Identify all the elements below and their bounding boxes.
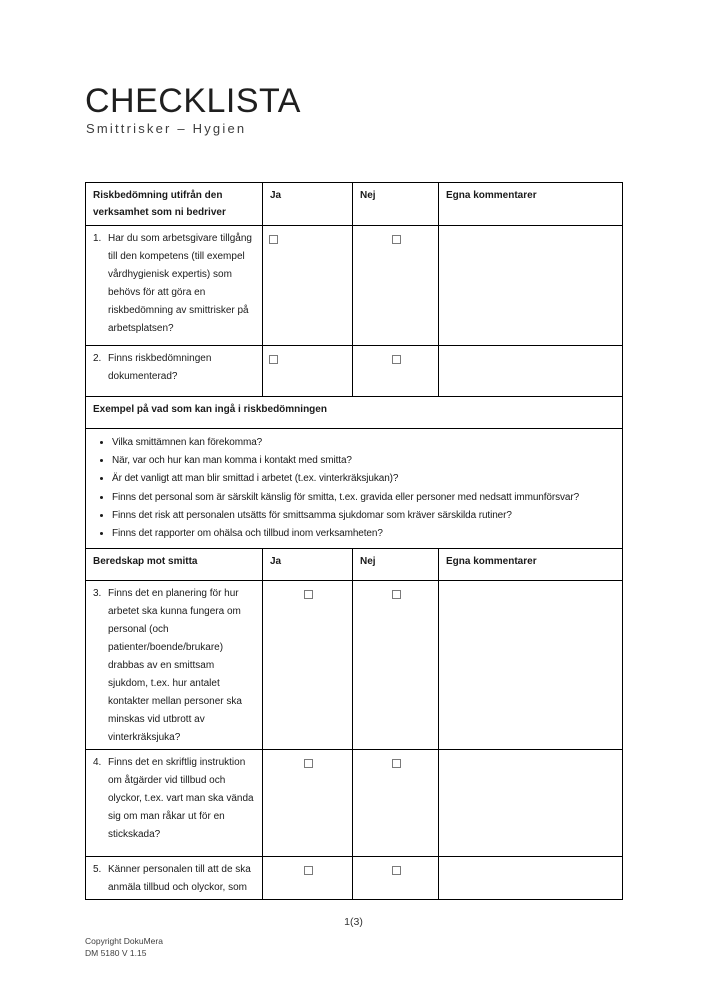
question-cell-5: [86, 857, 263, 900]
question-row-1: [86, 226, 623, 346]
question-number-4: 4.: [93, 757, 102, 768]
column-header-nej-2: Nej: [353, 549, 439, 581]
page-title: CHECKLISTA: [85, 82, 301, 120]
question-text-4: Finns det en skriftlig instruktion om åtgärder vid tillbud och olyckor, t.ex. vart man ska vända sig om man råkar ut för en stickskada?: [108, 757, 254, 840]
checkbox-ja-3[interactable]: [304, 590, 313, 599]
checkbox-nej-5[interactable]: [392, 866, 401, 875]
example-bullet: • Vilka smittämnen kan förekomma?: [112, 434, 610, 452]
checkbox-ja-1[interactable]: [269, 235, 278, 244]
comments-cell-3[interactable]: [439, 581, 623, 750]
question-row-2: [86, 346, 623, 397]
comments-cell-4[interactable]: [439, 750, 623, 857]
question-row-3: [86, 581, 623, 750]
question-cell-3: [86, 581, 263, 750]
comments-cell-2[interactable]: [439, 346, 623, 397]
page-number: 1(3): [344, 916, 363, 928]
question-cell-2: [86, 346, 263, 397]
nej-cell-3: [353, 581, 439, 750]
examples-bullet-list: [93, 434, 616, 543]
checkbox-nej-2[interactable]: [392, 355, 401, 364]
example-bullet: • Finns det risk att personalen utsätts för smittsamma sjukdomar som kräver särskilda rutiner?: [112, 507, 610, 525]
question-number-1: 1.: [93, 233, 102, 244]
ja-cell-5: [263, 857, 353, 900]
nej-cell-4: [353, 750, 439, 857]
copyright-line-2: DM 5180 V 1.15: [85, 947, 147, 958]
checkbox-nej-1[interactable]: [392, 235, 401, 244]
checkbox-nej-3[interactable]: [392, 590, 401, 599]
examples-header: Exempel på vad som kan ingå i riskbedömningen: [86, 397, 623, 429]
question-cell-4: [86, 750, 263, 857]
question-row-5: [86, 857, 623, 900]
question-text-5: Känner personalen till att de ska anmäla tillbud och olyckor, som: [108, 864, 251, 893]
nej-cell-2: [353, 346, 439, 397]
checkbox-ja-5[interactable]: [304, 866, 313, 875]
examples-bullets-row: [86, 429, 623, 549]
column-header-nej: Nej: [353, 183, 439, 226]
question-text-2: Finns riskbedömningen dokumenterad?: [108, 353, 212, 382]
ja-cell-4: [263, 750, 353, 857]
checklist-table: [85, 182, 623, 900]
page-subtitle: Smittrisker – Hygien: [86, 121, 247, 136]
checkbox-ja-2[interactable]: [269, 355, 278, 364]
section1-header-row: [86, 183, 623, 226]
nej-cell-5: [353, 857, 439, 900]
examples-header-row: [86, 397, 623, 429]
column-header-ja: Ja: [263, 183, 353, 226]
question-row-4: [86, 750, 623, 857]
section2-title: Beredskap mot smitta: [86, 549, 263, 581]
checkbox-nej-4[interactable]: [392, 759, 401, 768]
nej-cell-1: [353, 226, 439, 346]
question-text-3: Finns det en planering för hur arbetet ska kunna fungera om personal (och patienter/boende/brukare) drabbas av en smittsam sjukdom, t.ex. hur antalet kontakter mellan personer ska minskas vid utbrott av vinterkräksjuka?: [108, 588, 242, 743]
checkbox-ja-4[interactable]: [304, 759, 313, 768]
copyright-block: [85, 936, 163, 960]
question-number-3: 3.: [93, 588, 102, 599]
example-bullet: • Finns det personal som är särskilt känslig för smitta, t.ex. gravida eller personer med nedsatt immunförsvar?: [112, 489, 610, 507]
example-bullet: • När, var och hur kan man komma i kontakt med smitta?: [112, 452, 610, 470]
examples-bullets-cell: [86, 429, 623, 549]
comments-cell-5[interactable]: [439, 857, 623, 900]
question-number-5: 5.: [93, 864, 102, 875]
comments-cell-1[interactable]: [439, 226, 623, 346]
question-text-1: Har du som arbetsgivare tillgång till den kompetens (till exempel vårdhygienisk expertis) som behövs för att göra en riskbedömning av smittrisker på arbetsplatsen?: [108, 233, 252, 334]
column-header-comments: Egna kommentarer: [439, 183, 623, 226]
ja-cell-1: [263, 226, 353, 346]
ja-cell-3: [263, 581, 353, 750]
column-header-ja-2: Ja: [263, 549, 353, 581]
section2-header-row: [86, 549, 623, 581]
example-bullet: • Är det vanligt att man blir smittad i arbetet (t.ex. vinterkräksjukan)?: [112, 470, 610, 488]
example-bullet: • Finns det rapporter om ohälsa och tillbud inom verksamheten?: [112, 525, 610, 543]
copyright-line-1: Copyright DokuMera: [85, 936, 163, 946]
section1-title: Riskbedömning utifrån den verksamhet som ni bedriver: [86, 183, 263, 226]
question-number-2: 2.: [93, 353, 102, 364]
question-cell-1: [86, 226, 263, 346]
ja-cell-2: [263, 346, 353, 397]
column-header-comments-2: Egna kommentarer: [439, 549, 623, 581]
